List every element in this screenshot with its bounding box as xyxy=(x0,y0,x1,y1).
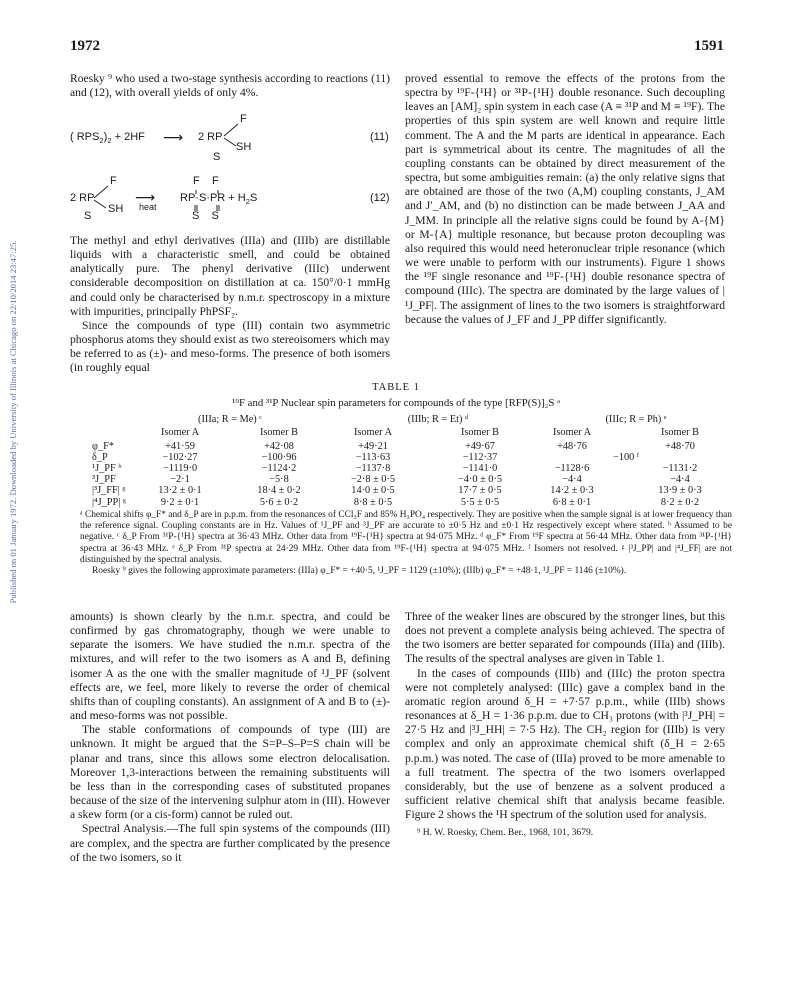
equation-11-lhs: ( $RPS_2)_2 + 2HF$ xyxy=(70,131,145,146)
table-cell: 6·8 ± 0·1 xyxy=(552,496,592,508)
table-cell: −1128·6 xyxy=(554,463,590,475)
download-notice[interactable]: Published on 01 January 1972. Downloaded by University of Illinois at Chicago on 22/10/2014 23:47:25. xyxy=(8,240,18,604)
table-cell: −1119·0 xyxy=(162,463,198,475)
table-group-header: (IIIa; R = Me) ᶜ xyxy=(198,414,262,425)
table-cell: +42·08 xyxy=(264,441,294,452)
table-cell: −1137·8 xyxy=(355,463,391,475)
left-column-mid xyxy=(70,234,390,376)
table-cell: −1141·0 xyxy=(462,463,498,475)
table-cell: −100·96 xyxy=(261,452,297,464)
reference-9: ⁹ H. W. Roesky, Chem. Ber., 1968, 101, 3679. xyxy=(417,827,594,839)
right-column-top xyxy=(405,72,725,327)
table-cell: −112·37 xyxy=(462,452,498,464)
table-cell: −2·1 xyxy=(170,474,190,486)
equation-12-product: $RP\cdot S\cdot PR + H_2S$ xyxy=(180,192,258,207)
table-column-header: Isomer B xyxy=(460,427,500,438)
equation-11-product: 2 RP xyxy=(198,131,223,143)
thiol-label: SH xyxy=(236,141,252,153)
table-cell: −113·63 xyxy=(355,452,391,464)
table-cell: −4·0 ± 0·5 xyxy=(457,474,503,486)
table-cell: 18·4 ± 0·2 xyxy=(257,485,301,497)
table-cell: −2·8 ± 0·5 xyxy=(350,474,396,486)
table-group-header: (IIIc; R = Ph) ᵉ xyxy=(605,414,667,425)
left-paragraph-isomers: Since the compounds of type (III) contain two asymmetric phosphorus atoms they should exist as two stereoisomers which may be referred to as (±)- and meso-forms. The presence of both isomers (in roughly equal xyxy=(70,318,390,375)
table-row-label: δ_P xyxy=(92,452,108,464)
right-paragraph-weaker-lines: Three of the weaker lines are obscured by the stronger lines, but this does not prevent a complete analysis being achieved. The spectra of the two isomers are better separated for compounds (IIIa) and (IIIb). The results of the spectral analyses are given in Table 1. xyxy=(405,610,725,666)
table-caption: TABLE 1 xyxy=(372,382,420,393)
product-bonds xyxy=(190,180,240,220)
left-paragraph-spectral-analysis: Spectral Analysis.—The full spin systems of the compounds (III) are complex, and the spectra are further complicated by the presence of the two isomers, so it xyxy=(70,822,390,864)
table-footnotes xyxy=(80,510,732,577)
left-paragraph-derivatives: The methyl and ethyl derivatives (IIIa) and (IIIb) are distillable liquids with a characteristic smell, and could be obtained analytically pure. The phenyl derivative (IIIc) underwent considerable decomposition on distillation at ca. 150°/0·1 mmHg and could only be characterised by n.m.r. spectroscopy in a mixture with impurities, principally PhPSF₂. xyxy=(70,234,390,318)
table-cell: 8·2 ± 0·2 xyxy=(660,496,700,508)
table-cell: 5·6 ± 0·2 xyxy=(259,496,299,508)
table-column-header: Isomer B xyxy=(660,427,700,438)
right-column-bottom xyxy=(405,610,725,841)
table-cell: +41·59 xyxy=(165,441,195,452)
reactant-fluorine: F xyxy=(110,175,117,187)
table-body xyxy=(0,441,792,509)
table-cell: 8·8 ± 0·5 xyxy=(353,496,393,508)
table-cell: +49·67 xyxy=(465,441,495,452)
table-column-header: Isomer A xyxy=(353,427,393,438)
table-row-label: ³J_PF xyxy=(92,474,116,486)
table-row-label: φ_F* xyxy=(92,441,114,452)
table-row-label: |³J_FF| ᵍ xyxy=(92,485,126,497)
table-row-label: ¹J_PF ᵇ xyxy=(92,463,122,475)
table-cell: −102·27 xyxy=(162,452,198,464)
table-cell: +48·70 xyxy=(665,441,695,452)
fluorine-label: F xyxy=(240,113,247,125)
table-cell: +49·21 xyxy=(358,441,388,452)
reaction-arrow: ⟶ xyxy=(163,129,184,145)
right-paragraph-decoupling: proved essential to remove the effects of the protons from the spectra by ¹⁹F-{¹H} or ³¹P-{¹H} double resonance. Such decoupling leaves an [AM]₂ spin system in each case (A ≡ ³¹P and M ≡ ¹⁹F). The properties of this spin system are well known and require little comment. The A and the M parts are identical in appearance. Each part is symmetrical about its centre. The magnitudes of all the coupling constants can be obtained by direct measurement of the spectra, but some ambiguities remain: (a) the only relative signs that are obtained are those of the two (A,M) coupling constants, J_AM and J′_AM, and (b) no distinction can be made between J_AA and J_MM. In principle all the relative signs could be found by A-{M} or M-{A} multiple resonance, but because proton decoupling was also required this would need heteronuclear triple resonance (which we were unable to perform with our instruments). Figure 1 shows the ¹⁹F single resonance and ¹⁹F-{¹H} double resonance spectra of compound (IIIc). The spectra are dominated by the large values of |¹J_PF|. The assignment of lines to the two isomers is straightforward because the values of J_FF and J_PP differ significantly. xyxy=(405,72,725,326)
table-cell: 14·0 ± 0·5 xyxy=(351,485,395,497)
table-row-label: |⁴J_PP| ᵍ xyxy=(92,496,126,508)
table-cell: −4·4 xyxy=(670,474,690,486)
equation-number-12: (12) xyxy=(370,192,390,204)
table-cell: 5·5 ± 0·5 xyxy=(460,496,500,508)
table-cell: 17·7 ± 0·5 xyxy=(458,485,502,497)
table-group-header: (IIIb; R = Et) ᵈ xyxy=(407,414,469,425)
table-cell: −100 ᶠ xyxy=(613,452,639,464)
table-cell: +48·76 xyxy=(557,441,587,452)
table-column-header: Isomer B xyxy=(259,427,299,438)
publication-sidebar xyxy=(2,152,24,692)
left-column-bottom xyxy=(70,610,390,865)
left-intro-paragraph: Roesky ⁹ who used a two-stage synthesis according to reactions (11) and (12), with overall yields of only 4%. xyxy=(70,72,390,100)
heat-label: heat xyxy=(139,202,157,212)
table-column-header: Isomer A xyxy=(160,427,200,438)
table-title: ¹⁹F and ³¹P Nuclear spin parameters for compounds of the type [RFP(S)]₂S ᵃ xyxy=(231,397,561,409)
table-cell: −1124·2 xyxy=(261,463,297,475)
left-column-top xyxy=(70,72,390,100)
table-cell: 13·2 ± 0·1 xyxy=(158,485,202,497)
table-column-header: Isomer A xyxy=(552,427,592,438)
product-fluorines: F F xyxy=(193,175,219,187)
table-footnote-roesky: Roesky ⁹ gives the following approximate parameters: (IIIa) φ_F* = +40·5, ¹J_PF = 1129 (±10%); (IIIb) φ_F* = +48·1, ¹J_PF = 1146 (±10%). xyxy=(92,566,627,577)
table-cell: −5·8 xyxy=(269,474,289,486)
table-cell: −1131·2 xyxy=(662,463,698,475)
page-year: 1972 xyxy=(70,38,100,54)
left-paragraph-conformations: The stable conformations of compounds of type (III) are unknown. It might be argued that the S=P–S–P=S chain will be planar and trans, since this allows some electron delocalisation. Moreover 1,3-interactions between the remaining substituents will be less than in the corresponding cases of substituted propanes because of the size of the intervening sulphur atom in (III). However a skew form (or a cis-form) cannot be ruled out. xyxy=(70,723,390,822)
table-cell: 9·2 ± 0·1 xyxy=(160,496,200,508)
sulfur-label: S xyxy=(213,151,221,163)
table-footnote-main: ᵃ Chemical shifts φ_F* and δ_P are in p.p.m. from the resonances of CCl₃F and 85% H₃PO₄ respectively. They are positive when the sample signal is at lower frequency than the reference signal. Coupling constants are in Hz. Values of ¹J_PF and ³J_PF are accurate to ±0·5 Hz and ±0·1 Hz respectively except where stated. ᵇ Assumed to be negative. ᶜ δ_P From ³¹P-{¹H} spectra at 36·43 MHz. Other data from ¹⁹F-{¹H} spectra at 94·075 MHz. ᵈ φ_F* From ¹⁹F spectra at 56·44 MHz. Other data from ³¹P-{¹H} spectra at 36·43 MHz. ᵉ δ_P From ³¹P spectra at 24·29 MHz. Other data from ¹⁹F-{¹H} spectra at 94·075 MHz. ᶠ Isomers not resolved. ᵍ |³J_PP| and |⁴J_FF| are not distinguished by the spectral analysis. xyxy=(80,510,732,565)
equation-12-reactant: 2 RP xyxy=(70,192,95,204)
equation-number-11: (11) xyxy=(370,131,389,143)
table-cell: −4·4 xyxy=(562,474,582,486)
left-paragraph-amounts: amounts) is shown clearly by the n.m.r. spectra, and could be confirmed by gas chromatography, though we were unable to separate the isomers. We have studied the n.m.r. spectra of the mixtures, and will refer to the two isomers as A and B, defining isomer A as the one with the smaller magnitude of ¹J_PF (solvent effects are, we feel, more likely to reverse the order of chemical shifts than of coupling constants). An assignment of A and B to (±)- and meso-forms was not possible. xyxy=(70,610,390,723)
heat-arrow: ⟶ xyxy=(135,189,156,205)
page-number: 1591 xyxy=(694,38,724,54)
right-paragraph-proton-spectra: In the cases of compounds (IIIb) and (IIIc) the proton spectra were not completely analysed: (IIIc) gave a complex band in the aromatic region around δ_H = +7·57 p.p.m., while (IIIb) shows resonances at δ_H = 1·36 p.p.m. due to CH₃ protons (with |³J_PH| = 27·5 Hz and |³J_HH| = 7·5 Hz). The CH₂ region for (IIIb) is very complex and only an approximate chemical shift (δ_H = 2·65 p.p.m.) was noted. The case of (IIIa) proved to be more amenable to a full treatment. The spectra of the two isomers overlapped considerably, but the use of benzene as a solvent produced a sufficient relative chemical shift that analysis became feasible. Figure 2 shows the ¹H spectrum of the solution used for analysis. xyxy=(405,666,725,822)
reactant-thiol: SH xyxy=(108,203,124,215)
product-sulfurs: S S xyxy=(192,210,219,222)
reactant-sulfur: S xyxy=(84,210,92,222)
table-cell: 13·9 ± 0·3 xyxy=(658,485,702,497)
table-1 xyxy=(60,382,732,409)
table-cell: 14·2 ± 0·3 xyxy=(550,485,594,497)
